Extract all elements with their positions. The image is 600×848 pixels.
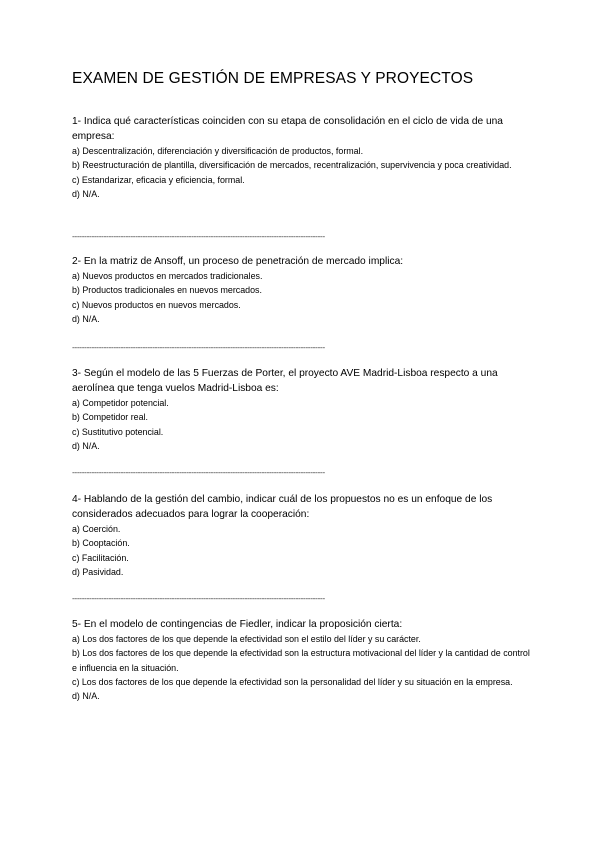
question-3 — [72, 366, 532, 453]
question-4 — [72, 492, 532, 579]
option-a: a) Descentralización, diferenciación y diversificación de productos, formal. — [72, 146, 364, 156]
question-text: 4- Hablando de la gestión del cambio, indicar cuál de los propuestos no es un enfoque de los considerados adecuados para lograr la cooperación: — [72, 494, 493, 520]
page-title: EXAMEN DE GESTIÓN DE EMPRESAS Y PROYECTOS — [72, 70, 474, 87]
question-2 — [72, 254, 532, 326]
option-c: c) Los dos factores de los que depende la efectividad son la personalidad del líder y su situación en la empresa. — [72, 676, 513, 687]
question-5 — [72, 617, 532, 703]
option-a: a) Nuevos productos en mercados tradicionales. — [72, 271, 263, 281]
option-c: c) Estandarizar, eficacia y eficiencia, formal. — [72, 174, 245, 185]
option-b: b) Los dos factores de los que depende la efectividad son la estructura motivacional del líder y la cantidad de control e influencia en la situación. — [72, 648, 530, 673]
option-d: d) N/A. — [72, 691, 100, 702]
option-d: d) N/A. — [72, 313, 100, 324]
option-b: b) Cooptación. — [72, 538, 130, 549]
question-1 — [72, 114, 532, 201]
option-c: c) Nuevos productos en nuevos mercados. — [72, 299, 241, 310]
question-text: 2- En la matriz de Ansoff, un proceso de penetración de mercado implica: — [72, 256, 404, 267]
option-a: a) Competidor potencial. — [72, 398, 169, 408]
option-b: b) Productos tradicionales en nuevos mercados. — [72, 285, 262, 296]
option-d: d) N/A. — [72, 440, 100, 451]
option-a: a) Los dos factores de los que depende la efectividad son el estilo del líder y su carácter. — [72, 634, 421, 644]
option-b: b) Reestructuración de plantilla, diversificación de mercados, recentralización, supervivencia y poca creatividad. — [72, 160, 512, 171]
option-d: d) Pasividad. — [72, 566, 124, 577]
option-c: c) Facilitación. — [72, 552, 129, 563]
separator: -------------------------------------------------------------------------------------------------------- — [72, 593, 325, 603]
question-text: 1- Indica qué características coinciden con su etapa de consolidación en el ciclo de vida de una empresa: — [72, 116, 503, 142]
separator: -------------------------------------------------------------------------------------------------------- — [72, 342, 325, 352]
question-text: 5- En el modelo de contingencias de Fiedler, indicar la proposición cierta: — [72, 619, 403, 630]
option-b: b) Competidor real. — [72, 412, 148, 423]
option-c: c) Sustitutivo potencial. — [72, 426, 164, 437]
question-text: 3- Según el modelo de las 5 Fuerzas de Porter, el proyecto AVE Madrid-Lisboa respecto a una aerolínea que tenga vuelos Madrid-Lisboa es: — [72, 368, 498, 394]
option-a: a) Coerción. — [72, 524, 121, 534]
option-d: d) N/A. — [72, 188, 100, 199]
separator: -------------------------------------------------------------------------------------------------------- — [72, 231, 325, 241]
separator: -------------------------------------------------------------------------------------------------------- — [72, 467, 325, 477]
